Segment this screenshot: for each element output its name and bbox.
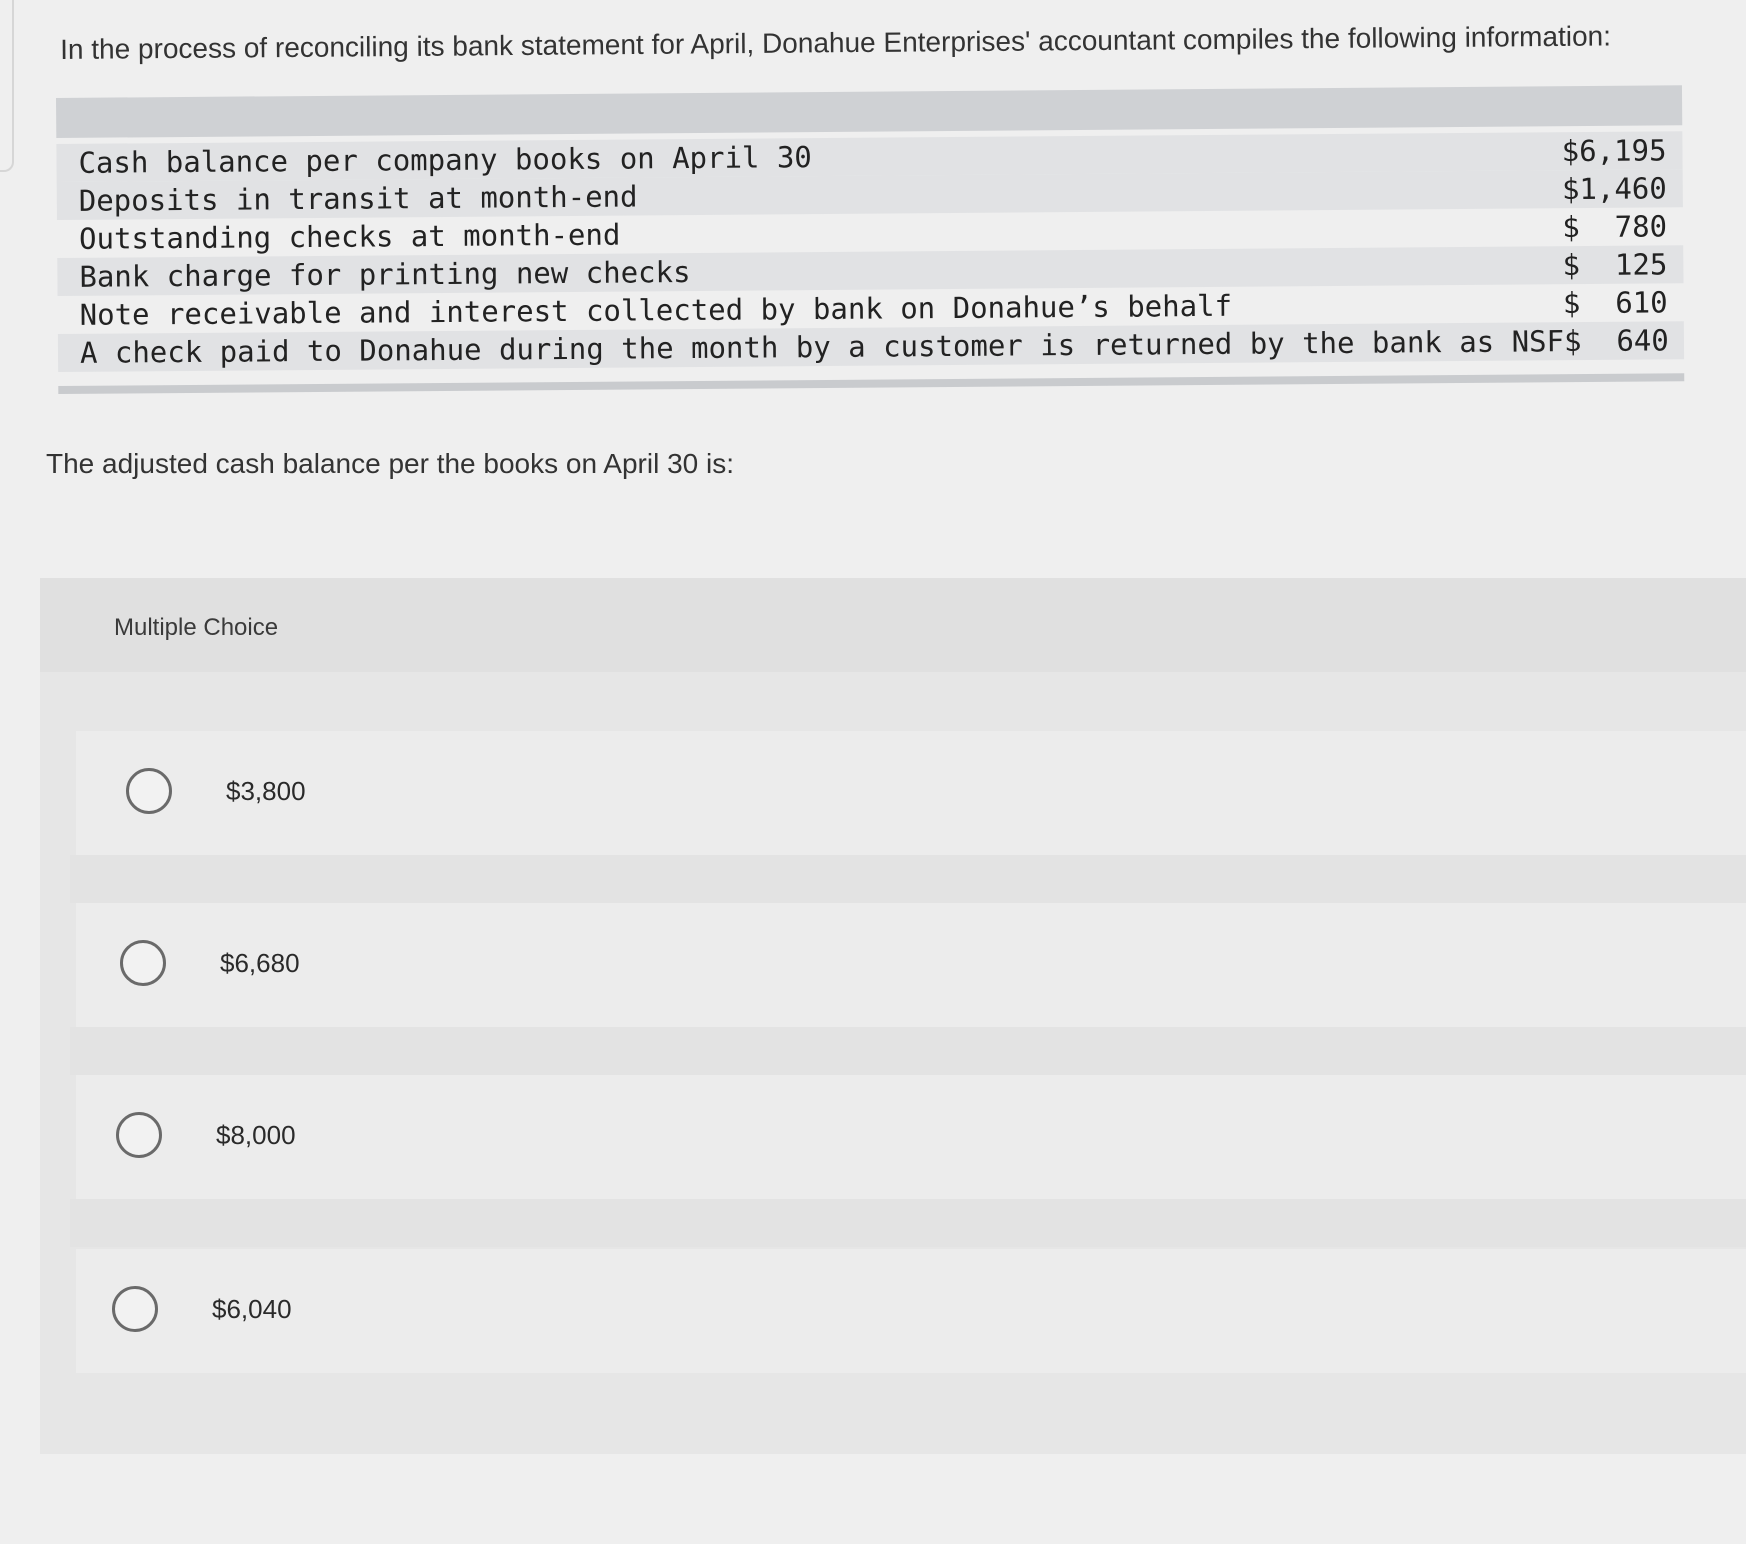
option-text[interactable]: $6,040 — [212, 1294, 292, 1324]
row-description: Cash balance per company books on April 30 — [78, 140, 812, 180]
reconciliation-info-table — [56, 85, 1684, 394]
row-description: Outstanding checks at month-end — [78, 217, 621, 256]
row-amount: $ 610 — [1562, 285, 1668, 321]
row-amount: $ 640 — [1563, 323, 1669, 359]
answer-option-1[interactable] — [76, 731, 1746, 855]
row-description: A check paid to Donahue during the month by a customer is returned by the bank as NSF — [79, 324, 1565, 370]
radio-button[interactable] — [126, 768, 172, 814]
row-amount: $ 780 — [1562, 209, 1668, 245]
question-prompt: The adjusted cash balance per the books on April 30 is: — [46, 448, 734, 479]
option-text[interactable]: $6,680 — [220, 948, 300, 978]
table-body — [56, 125, 1684, 372]
radio-button[interactable] — [112, 1286, 158, 1332]
option-separator — [70, 855, 1746, 903]
option-text[interactable]: $8,000 — [216, 1120, 296, 1150]
answer-option-4[interactable] — [76, 1249, 1746, 1373]
option-separator — [70, 1027, 1746, 1075]
radio-button[interactable] — [120, 940, 166, 986]
radio-button[interactable] — [116, 1112, 162, 1158]
row-description: Note receivable and interest collected by bank on Donahue’s behalf — [79, 288, 1233, 332]
multiple-choice-header — [40, 578, 1746, 672]
table-bottom-rule — [58, 373, 1684, 394]
previous-panel-edge — [0, 0, 14, 172]
row-description: Bank charge for printing new checks — [79, 255, 691, 294]
multiple-choice-panel — [40, 578, 1746, 1454]
answer-option-2[interactable] — [76, 903, 1746, 1027]
option-separator — [70, 1199, 1746, 1247]
row-amount: $6,195 — [1561, 133, 1667, 169]
multiple-choice-label: Multiple Choice — [114, 614, 279, 641]
row-amount: $ 125 — [1562, 247, 1668, 283]
row-amount: $1,460 — [1561, 171, 1667, 207]
row-description: Deposits in transit at month-end — [78, 179, 638, 218]
question-intro: In the process of reconciling its bank statement for April, Donahue Enterprises' accountant compiles the following information: — [60, 20, 1612, 65]
option-text[interactable]: $3,800 — [226, 776, 306, 806]
answer-option-3[interactable] — [76, 1075, 1746, 1199]
